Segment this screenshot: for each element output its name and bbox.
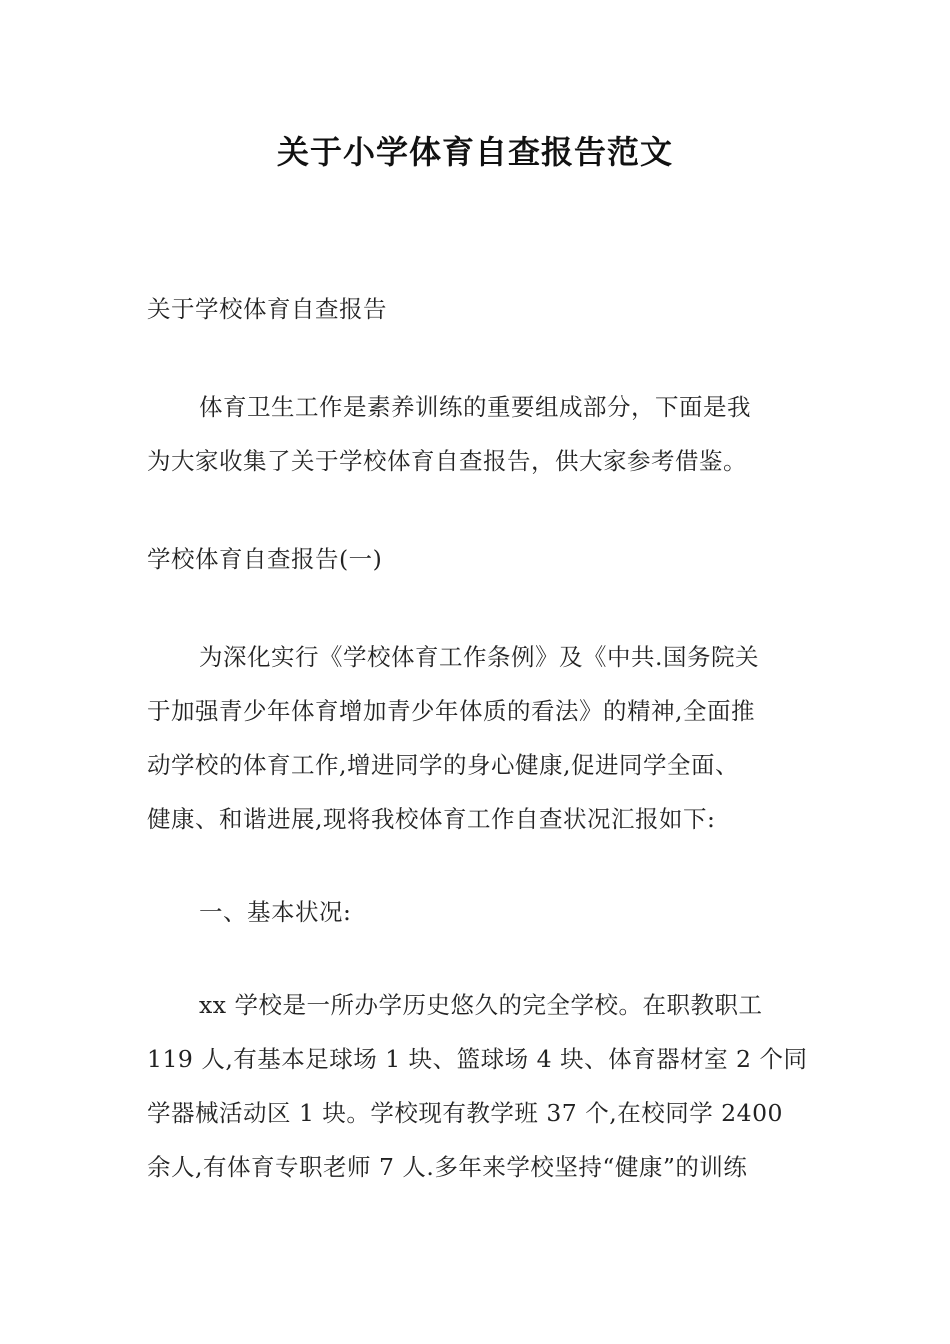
heading-report-one: 学校体育自查报告(一) — [147, 545, 383, 573]
paragraph-line: xx 学校是一所办学历史悠久的完全学校。在职教职工 — [199, 991, 763, 1019]
document-title: 关于小学体育自查报告范文 — [276, 133, 673, 171]
intro-line: 为大家收集了关于学校体育自查报告，供大家参考借鉴。 — [147, 447, 747, 475]
paragraph-regulations — [147, 630, 817, 846]
paragraph-school-basics — [147, 978, 817, 1194]
heading-school-pe-report: 关于学校体育自查报告 — [147, 295, 387, 323]
paragraph-line: 动学校的体育工作,增进同学的身心健康,促进同学全面、 — [147, 751, 739, 779]
section-basic-situation: 一、基本状况: — [199, 898, 352, 926]
paragraph-line: 为深化实行《学校体育工作条例》及《中共.国务院关 — [199, 643, 759, 671]
paragraph-line: 余人,有体育专职老师 7 人.多年来学校坚持“健康”的训练 — [147, 1153, 748, 1181]
paragraph-line: 于加强青少年体育增加青少年体质的看法》的精神,全面推 — [147, 697, 755, 725]
intro-paragraph — [147, 380, 817, 488]
paragraph-line: 119 人,有基本足球场 1 块、篮球场 4 块、体育器材室 2 个同 — [147, 1045, 808, 1073]
paragraph-line: 学器械活动区 1 块。学校现有教学班 37 个,在校同学 2400 — [147, 1099, 783, 1127]
intro-line: 体育卫生工作是素养训练的重要组成部分，下面是我 — [199, 393, 751, 421]
paragraph-line: 健康、和谐进展,现将我校体育工作自查状况汇报如下: — [147, 805, 716, 833]
